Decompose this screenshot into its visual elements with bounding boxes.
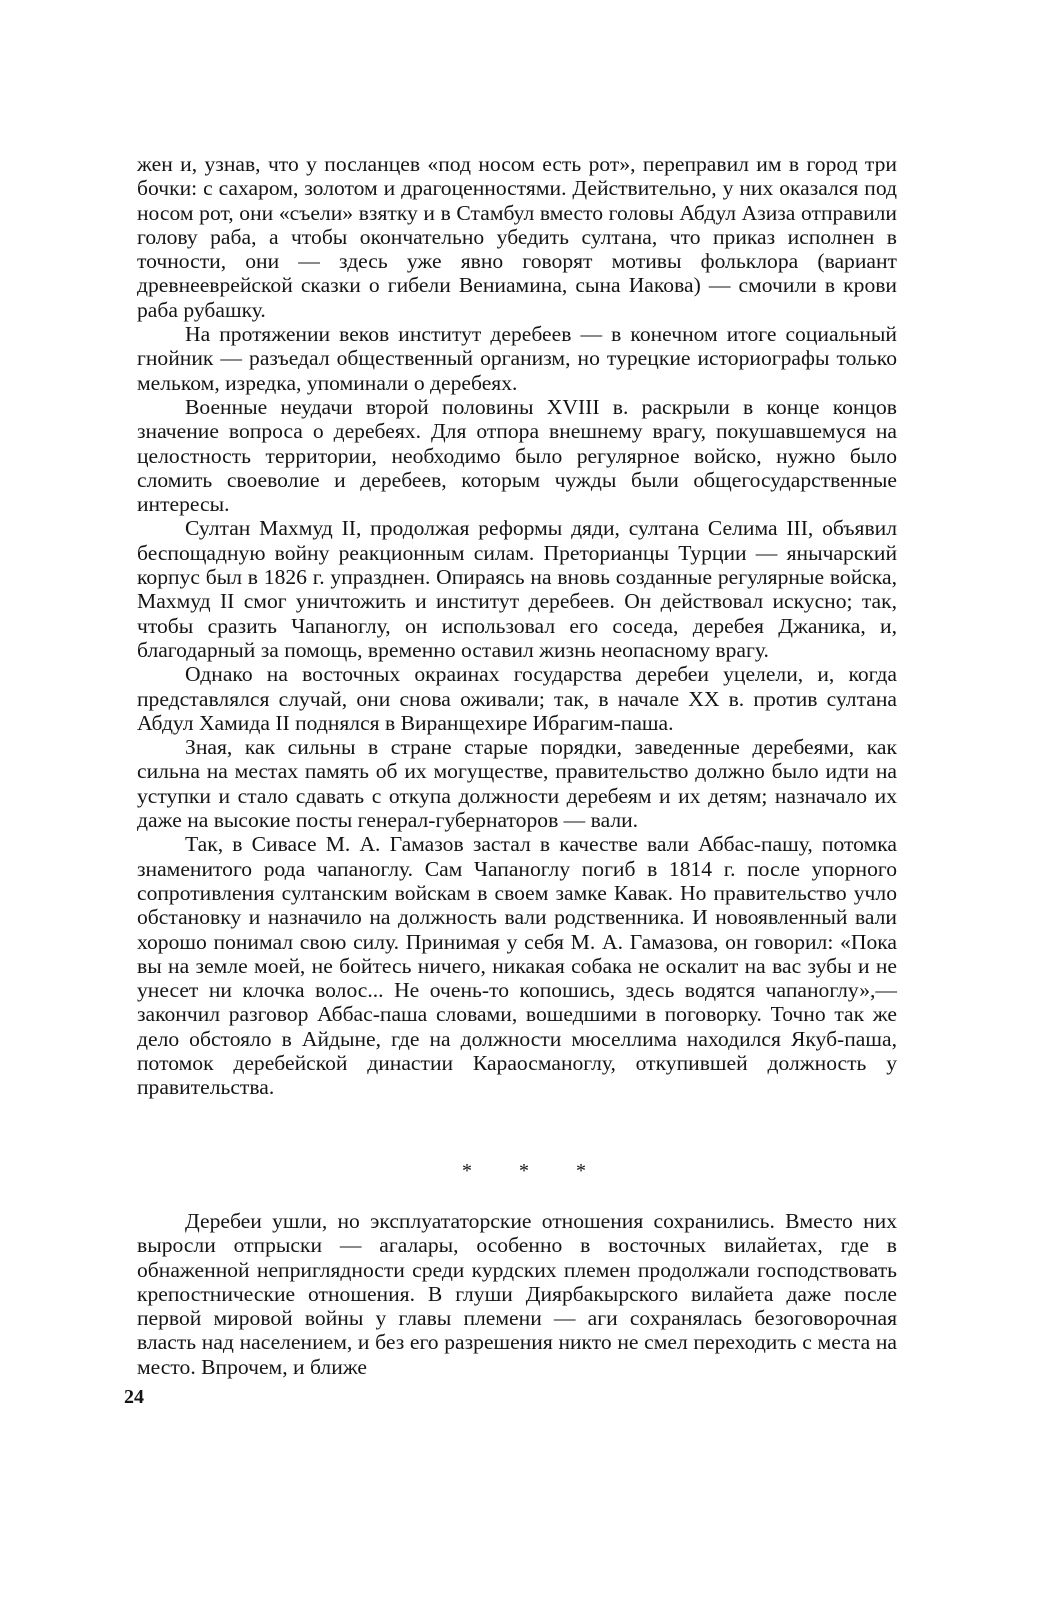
section-separator: * * * — [462, 1160, 588, 1182]
page-number: 24 — [124, 1386, 144, 1408]
paragraph: На протяжении веков институт деребеев — в конечном итоге социальный гнойник — разъедал общественный организм, но турецкие историографы только мельком, изредка, упоминали о деребеях. — [137, 322, 897, 395]
paragraph: Деребеи ушли, но эксплуататорские отношения сохранились. Вместо них выросли отпрыски — агалары, особенно в восточных вилайетах, где в обнаженной неприглядности среди курдских племен продолжали господствовать крепостнические отношения. В глуши Диярбакырского вилайета даже после первой мировой войны у главы племени — аги сохранялась безоговорочная власть над населением, и без его разрешения никто не смел переходить с места на место. Впрочем, и ближе — [137, 1209, 897, 1379]
paragraph: Султан Махмуд II, продолжая реформы дяди, султана Селима III, объявил беспощадную войну реакционным силам. Преторианцы Турции — янычарский корпус был в 1826 г. упразднен. Опираясь на вновь созданные регулярные войска, Махмуд II смог уничтожить и институт деребеев. Он действовал искусно; так, чтобы сразить Чапаноглу, он использовал его соседа, деребея Джаника, и, благодарный за помощь, временно оставил жизнь неопасному врагу. — [137, 516, 897, 662]
paragraph: Однако на восточных окраинах государства деребеи уцелели, и, когда представлялся случай, они снова оживали; так, в начале XX в. против султана Абдул Хамида II поднялся в Виранщехире Ибрагим-паша. — [137, 662, 897, 735]
paragraph: Военные неудачи второй половины XVIII в. раскрыли в конце концов значение вопроса о деребеях. Для отпора внешнему врагу, покушавшемуся на целостность территории, необходимо было регулярное войско, нужно было сломить своеволие и деребеев, которым чужды были общегосударственные интересы. — [137, 394, 897, 517]
paragraph: Так, в Сивасе М. А. Гамазов застал в качестве вали Аббас-пашу, потомка знаменитого рода чапаноглу. Сам Чапаноглу погиб в 1814 г. после упорного сопротивления султанским войскам в своем замке Кавак. Но правительство учло обстановку и назначило на должность вали родственника. И новоявленный вали хорошо понимал свою силу. Принимая у себя М. А. Гамазова, он говорил: «Пока вы на земле моей, не бойтесь ничего, никакая собака не оскалит на вас зубы и не унесет ни клочка волос... Не очень-то копошись, здесь водятся чапаноглу»,— закончил разговор Аббас-паша словами, вошедшими в поговорку. Точно так же дело обстояло в Айдыне, где на должности мюселлима находился Якуб-паша, потомок деребейской династии Караосманоглу, откупившей должность у правительства. — [137, 832, 897, 1100]
paragraph: жен и, узнав, что у посланцев «под носом есть рот», переправил им в город три бочки: с сахаром, золотом и драгоценностями. Действительно, у них оказался под носом рот, они «съели» взятку и в Стамбул вместо головы Абдул Азиза отправили голову раба, а чтобы окончательно убедить султана, что приказ исполнен в точности, они — здесь уже явно говорят мотивы фольклора (вариант древнееврейской сказки о гибели Вениамина, сына Иакова) — смочили в крови раба рубашку. — [137, 152, 897, 322]
section-text — [137, 1209, 897, 1379]
paragraph: Зная, как сильны в стране старые порядки, заведенные деребеями, как сильна на местах память об их могуществе, правительство должно было идти на уступки и стало сдавать с откупа должности деребеям и их детям; назначало их даже на высокие посты генерал-губернаторов — вали. — [137, 735, 897, 833]
main-text — [137, 152, 897, 1100]
